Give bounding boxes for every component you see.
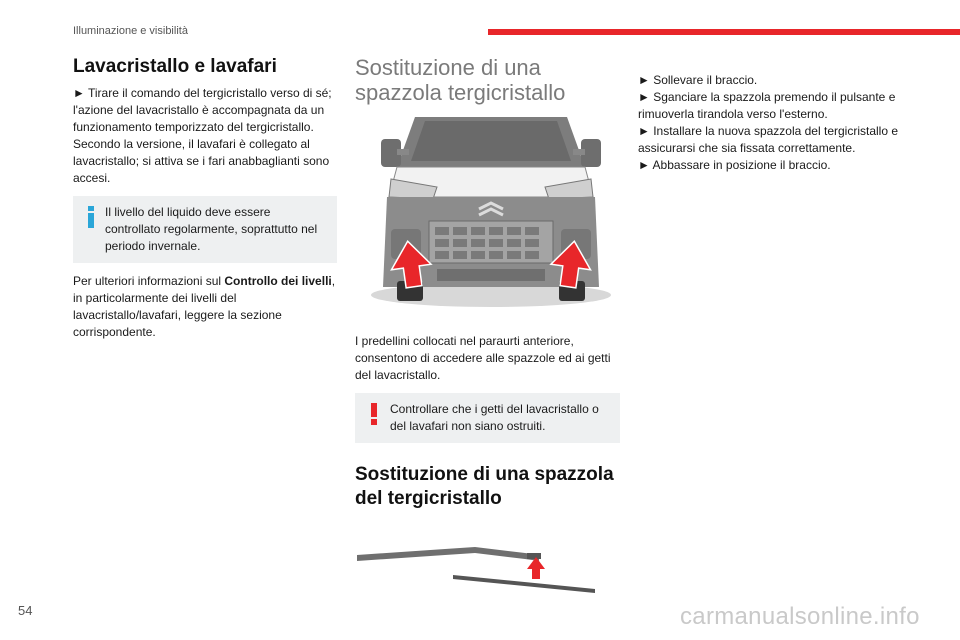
washer-instruction <box>73 85 337 187</box>
page-number: 54 <box>18 603 33 618</box>
heading-wiper-replacement: Sostituzione di una spazzola tergicristallo <box>355 55 566 105</box>
wiper-arm-illustration <box>355 545 605 609</box>
column-steps <box>638 72 908 174</box>
step-raise-arm: ► Sollevare il braccio. <box>638 73 758 87</box>
section-title: Illuminazione e visibilità <box>73 25 188 37</box>
site-watermark: carmanualsonline.info <box>680 603 920 630</box>
info-icon <box>87 206 95 228</box>
column-wiper <box>355 55 620 609</box>
levels-reference-post: , in particolarmente dei livelli del lavacristallo/lavafari, leggere la sezione corrispondente. <box>73 274 336 339</box>
washer-paragraph: ► Tirare il comando del tergicristallo verso di sé; l'azione del lavacristallo è accompagnata da un funzionamento temporizzato del tergicristallo. Secondo la versione, il lavafari è collegato al lavacristallo; si attiva se i fari anabbaglianti sono accesi. <box>73 86 332 185</box>
warning-note <box>355 393 620 443</box>
info-note-text: Il livello del liquido deve essere controllato regolarmente, soprattutto nel periodo invernale. <box>105 205 318 253</box>
step-lower-arm: ► Abbassare in posizione il braccio. <box>638 158 831 172</box>
levels-reference-link: Controllo dei livelli <box>224 274 332 288</box>
step-release-blade: ► Sganciare la spazzola premendo il pulsante e rimuoverla tirandola verso l'esterno. <box>638 90 896 121</box>
heading-washer: Lavacristallo e lavafari <box>73 56 277 77</box>
step-install-blade: ► Installare la nuova spazzola del tergicristallo e assicurarsi che sia fissata correttamente. <box>638 124 899 155</box>
steps-caption-text: I predellini collocati nel paraurti anteriore, consentono di accedere alle spazzole ed ai getti del lavacristallo. <box>355 334 611 382</box>
warning-note-text: Controllare che i getti del lavacristallo o del lavafari non siano ostruiti. <box>390 402 599 433</box>
exclamation-icon <box>370 403 378 425</box>
van-front-illustration <box>367 117 615 313</box>
steps-caption <box>355 333 620 384</box>
levels-reference-pre: Per ulteriori informazioni sul <box>73 274 225 288</box>
levels-reference <box>73 273 337 341</box>
release-arrow <box>527 557 545 579</box>
heading-wiper-blade: Sostituzione di una spazzola del tergicristallo <box>355 464 614 509</box>
info-note <box>73 196 337 263</box>
column-washer <box>73 55 337 341</box>
header-accent-bar <box>488 29 960 35</box>
